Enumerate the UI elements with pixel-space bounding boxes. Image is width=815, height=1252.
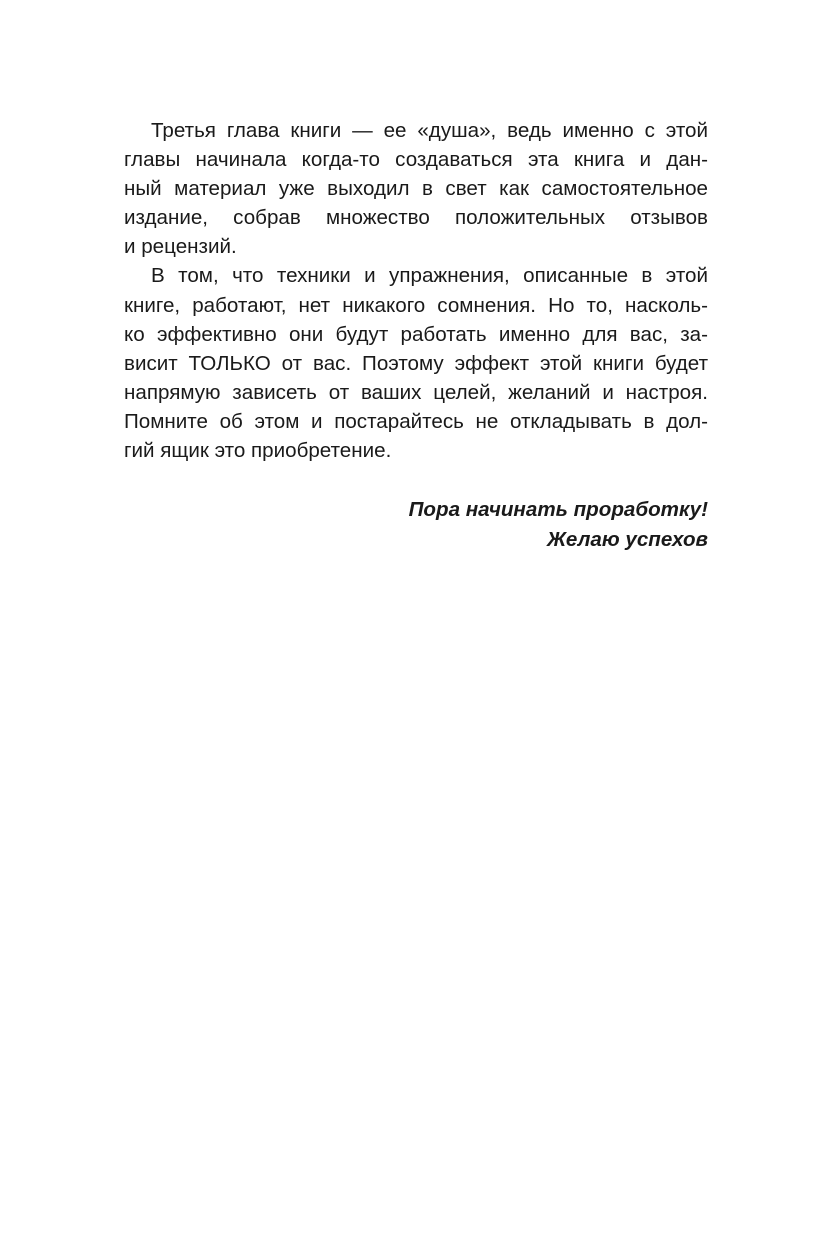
body-text <box>124 116 708 465</box>
closing-line-2: Желаю успехов <box>547 527 708 551</box>
paragraph-2-line-5: напрямую зависеть от ваших целей, желаний и настроя. <box>124 380 708 404</box>
closing-signature <box>409 495 708 554</box>
paragraph-2-line-1: В том, что техники и упражнения, описанные в этой <box>151 264 708 288</box>
paragraph-2-line-4: висит ТОЛЬКО от вас. Поэтому эффект этой книги будет <box>124 351 708 375</box>
paragraph-1-line-5: и рецензий. <box>124 235 237 259</box>
paragraph-2-line-6: Помните об этом и постарайтесь не откладывать в дол- <box>124 409 708 433</box>
paragraph-1-line-3: ный материал уже выходил в свет как самостоятельное <box>124 177 708 201</box>
closing-line-1: Пора начинать проработку! <box>408 498 708 521</box>
paragraph-1-line-4: издание, собрав множество положительных отзывов <box>124 206 708 230</box>
paragraph-1-line-2: главы начинала когда-то создаваться эта книга и дан- <box>124 148 708 172</box>
paragraph-2-line-7: гий ящик это приобретение. <box>124 439 392 463</box>
paragraph-2-line-3: ко эффективно они будут работать именно для вас, за- <box>124 322 708 346</box>
paragraph-1-line-1: Третья глава книги — ее «душа», ведь именно с этой <box>151 119 708 142</box>
paragraph-2-line-2: книге, работают, нет никакого сомнения. Но то, насколь- <box>124 293 708 317</box>
